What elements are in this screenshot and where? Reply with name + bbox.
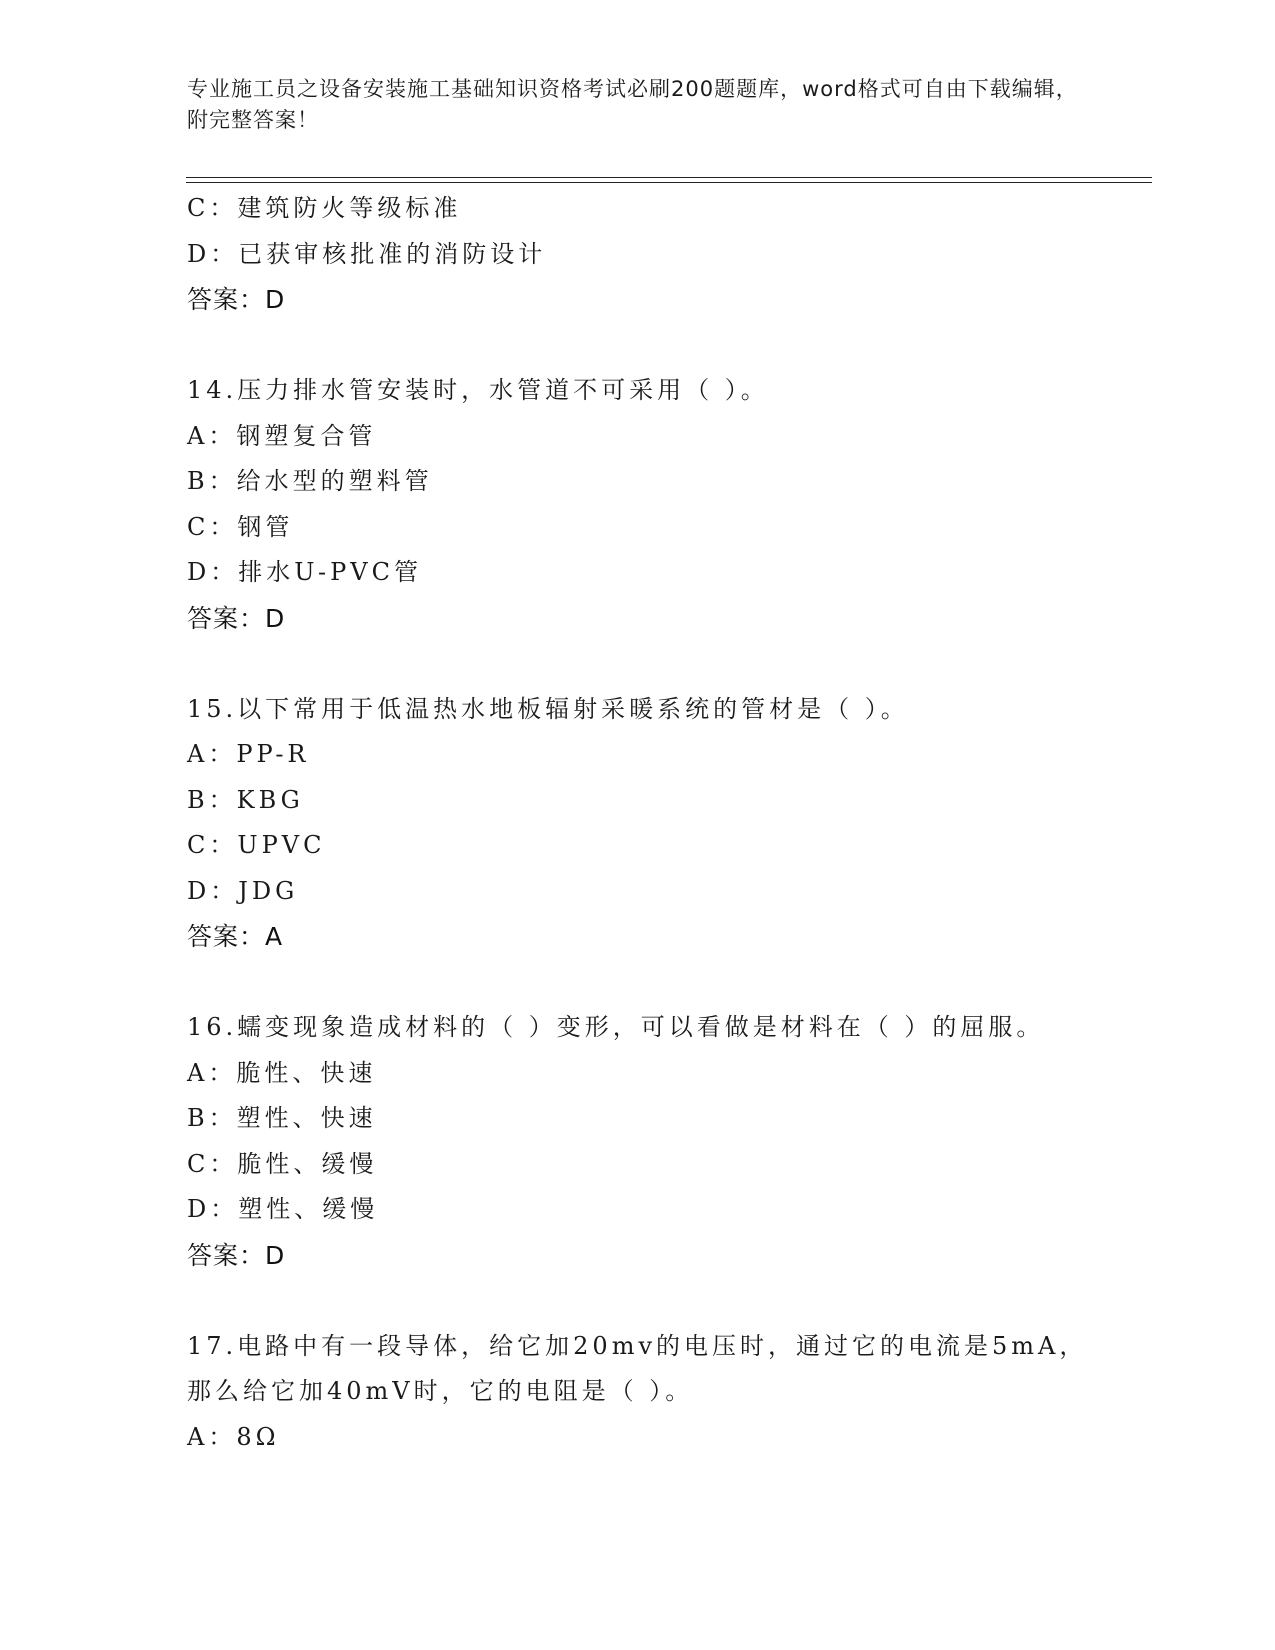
option-line: A：钢塑复合管 (187, 421, 377, 450)
option-line: C：建筑防火等级标准 (187, 194, 462, 222)
question-line: 14.压力排水管安装时，水管道不可采用（ ）。 (187, 376, 769, 404)
option-line: B：KBG (187, 785, 304, 814)
blank-line (187, 960, 1147, 1006)
option-line: C：UPVC (187, 831, 326, 859)
option-line: D：已获审核批准的消防设计 (187, 239, 547, 268)
option-line: B：给水型的塑料管 (187, 467, 433, 495)
option-line: D：JDG (187, 876, 299, 905)
option-line: A：脆性、快速 (187, 1058, 377, 1087)
document-header: 专业施工员之设备安装施工基础知识资格考试必刷200题题库，word格式可自由下载编辑，附完整答案！ (187, 77, 1078, 132)
header-divider-bottom (186, 182, 1152, 183)
answer-line: 答案：D (187, 285, 286, 314)
question-line: 17.电路中有一段导体，给它加20mv的电压时，通过它的电流是5mA， (187, 1331, 1088, 1360)
option-line: B：塑性、快速 (187, 1104, 377, 1132)
option-line: C：钢管 (187, 512, 294, 541)
option-line: A：PP-R (187, 740, 310, 768)
blank-line (187, 641, 1147, 687)
header-divider-top (186, 177, 1152, 178)
option-line: A：8Ω (187, 1422, 280, 1451)
option-line: D：塑性、缓慢 (187, 1195, 379, 1223)
question-line: 15.以下常用于低温热水地板辐射采暖系统的管材是（ ）。 (187, 694, 909, 723)
option-line: D：排水U-PVC管 (187, 558, 422, 586)
question-list (187, 186, 1147, 1460)
option-line: C：脆性、缓慢 (187, 1149, 378, 1178)
text-line: 那么给它加40mV时，它的电阻是（ ）。 (187, 1377, 694, 1405)
answer-line: 答案：D (187, 1240, 286, 1270)
blank-line (187, 323, 1147, 369)
answer-line: 答案：A (187, 922, 284, 951)
answer-line: 答案：D (187, 603, 286, 633)
blank-line (187, 1278, 1147, 1324)
question-line: 16.蠕变现象造成材料的（ ）变形，可以看做是材料在（ ）的屈服。 (187, 1013, 1045, 1041)
